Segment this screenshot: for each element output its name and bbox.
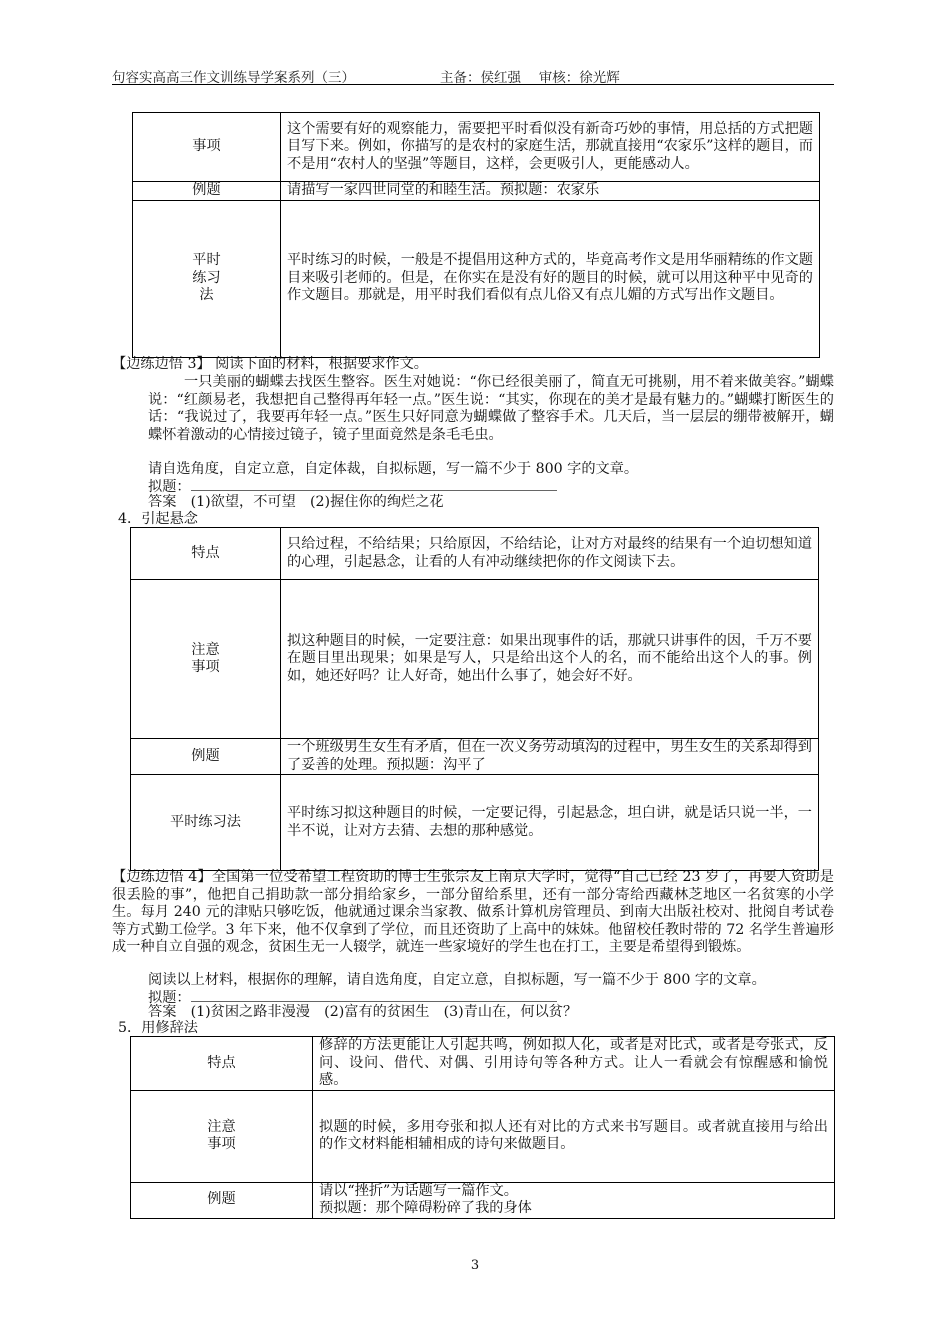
row-label: 事项 [133, 113, 281, 182]
table-row [131, 580, 819, 739]
row-label: 注意 事项 [131, 580, 281, 739]
table-row [133, 113, 820, 182]
table-row [131, 1182, 835, 1218]
page-number: 3 [470, 1258, 480, 1273]
table-row [131, 775, 819, 871]
exercise4-requirement: 阅读以上材料，根据你的理解，请自选角度，自定立意，自拟标题，写一篇不少于 800 字的文章。 [148, 972, 766, 988]
row-text: 平时练习的时候，一般是不提倡用这种方式的，毕竟高考作文是用华丽精练的作文题目来吸引老师的。但是，在你实在是没有好的题目的时候，就可以用这种平中见奇的作文题目。那就是，用平时我们看似有点儿俗又有点儿媚的方式写出作文题目。 [281, 200, 820, 357]
row-text: 修辞的方法更能让人引起共鸣，例如拟人化，或者是对比式，或者是夸张式，反问、设问、借代、对偶、引用诗句等各种方式。让人一看就会有惊醒感和愉悦感。 [313, 1037, 835, 1091]
row-text: 只给过程，不给结果；只给原因，不给结论，让对方对最终的结果有一个迫切想知道的心理，引起悬念，让看的人有冲动继续把你的作文阅读下去。 [281, 528, 819, 580]
table-row [131, 739, 819, 775]
exercise4-title: 【边练边悟 4】 [112, 869, 212, 885]
exercise3-answer: 答案 (1)欲望，不可望 (2)握住你的绚烂之花 [148, 494, 444, 510]
exercise3-requirement: 请自选角度，自定立意，自定体裁，自拟标题，写一篇不少于 800 字的文章。 [148, 461, 639, 477]
table-row [133, 182, 820, 201]
row-label: 例题 [131, 1182, 313, 1218]
row-text: 一个班级男生女生有矛盾，但在一次义务劳动填沟的过程中，男生女生的关系却得到了妥善的处理。预拟题：沟平了 [281, 739, 819, 775]
header-left: 句容实高高三作文训练导学案系列（三） [112, 70, 355, 86]
exercise4-paragraph [112, 869, 834, 957]
exercise4-body: 全国第一位受希望工程资助的博士生张宗友上南京大学时，觉得“自己已经 23 岁了，再要人资助是很丢脸的事”，他把自己捐助款一部分捐给家乡，一部分留给系里，还有一部分寄给西藏林芝地区一名贫寒的小学生。每月 240 元的津贴只够吃饭，他就通过课余当家教、做系计算机房管理员、到南大出版社校对、批阅自考试卷等方式勤工俭学。3 年下来，他不仅拿到了学位，而且还资助了上高中的妹妹。他留校任教时带的 72 名学生普遍形成一种自立自强的观念，贫困生无一人辍学，就连一些家境好的学生也在打工，主要是希望得到锻炼。 [112, 869, 834, 955]
table-row [131, 1037, 835, 1091]
exercise3-title: 【边练边悟 3】 阅读下面的材料，根据要求作文。 [112, 356, 428, 372]
answer-blank [191, 989, 557, 1002]
exercise4-prompt: 拟题： [148, 990, 191, 1006]
row-text: 这个需要有好的观察能力，需要把平时看似没有新奇巧妙的事情，用总括的方式把题目写下来。例如，你描写的是农村的家庭生活，那就直接用“农家乐”这样的题目，而不是用“农村人的坚强”等题目，这样，会更吸引人，更能感动人。 [281, 113, 820, 182]
row-label: 平时练习法 [131, 775, 281, 871]
row-label: 例题 [131, 739, 281, 775]
exercise3-body: 一只美丽的蝴蝶去找医生整容。医生对她说：“你已经很美丽了，简直无可挑剔，用不着来做美容。”蝴蝶说：“红颜易老，我想把自己整得再年轻一点。”医生说：“其实，你现在的美才是最有魅力的。”蝴蝶打断医生的话：“我说过了，我要再年轻一点。”医生只好同意为蝴蝶做了整容手术。几天后，当一层层的绷带被解开，蝴蝶怀着激动的心情接过镜子，镜子里面竟然是条毛毛虫。 [148, 374, 834, 443]
row-text-block [313, 1182, 835, 1218]
answer-blank [191, 478, 557, 491]
row-label: 注意 事项 [131, 1090, 313, 1182]
section5-heading: 5．用修辞法 [118, 1020, 198, 1036]
row-text-2: 预拟题：那个障碍粉碎了我的身体 [319, 1200, 532, 1216]
section4-heading: 4．引起悬念 [118, 511, 198, 527]
exercise3-prompt: 拟题： [148, 479, 191, 495]
header-divider [112, 84, 834, 85]
table-row [131, 1090, 835, 1182]
table-row [133, 200, 820, 357]
table-section4 [130, 527, 819, 871]
table-method-3 [132, 112, 820, 358]
row-text: 平时练习拟这种题目的时候，一定要记得，引起悬念，坦白讲，就是话只说一半，一半不说，让对方去猜、去想的那种感觉。 [281, 775, 819, 871]
row-label: 特点 [131, 1037, 313, 1091]
row-text: 请以“挫折”为话题写一篇作文。 [319, 1182, 518, 1199]
row-text: 拟题的时候，多用夸张和拟人还有对比的方式来书写题目。或者就直接用与给出的作文材料能相辅相成的诗句来做题目。 [313, 1090, 835, 1182]
table-section5 [130, 1036, 835, 1219]
row-label: 例题 [133, 182, 281, 201]
header-right: 主备：侯红强 审核：徐光辉 [440, 70, 620, 86]
row-label: 特点 [131, 528, 281, 580]
row-label: 平时 练习 法 [133, 200, 281, 357]
exercise4-answer: 答案 (1)贫困之路非漫漫 (2)富有的贫困生 (3)青山在，何以贫？ [148, 1004, 578, 1020]
row-text: 请描写一家四世同堂的和睦生活。预拟题：农家乐 [281, 182, 820, 201]
table-row [131, 528, 819, 580]
row-text: 拟这种题目的时候，一定要注意：如果出现事件的话，那就只讲事件的因，千万不要在题目里出现果；如果是写人，只是给出这个人的名，而不能给出这个人的事。例如，她还好吗？让人好奇，她出什么事了，她会好不好。 [281, 580, 819, 739]
